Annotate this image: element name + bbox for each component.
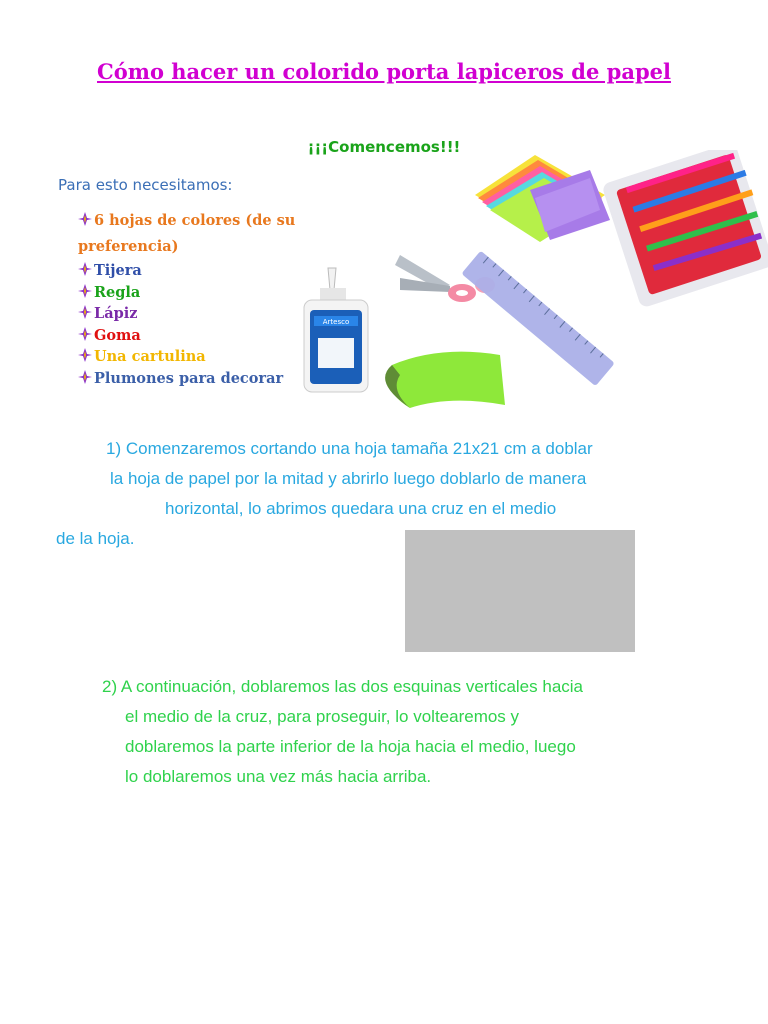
materials-intro: Para esto necesitamos:: [58, 176, 233, 194]
material-item: Lápiz: [78, 303, 338, 325]
bullet-arrow-icon: [78, 347, 94, 361]
colored-paper-icon: [475, 155, 610, 242]
bullet-arrow-icon: [78, 304, 94, 318]
materials-image: [300, 150, 768, 420]
step-2-line: doblaremos la parte inferior de la hoja hacia el medio, luego: [125, 737, 576, 756]
svg-text:Artesco: Artesco: [322, 318, 350, 326]
bullet-arrow-icon: [78, 261, 94, 275]
page-title: Cómo hacer un colorido porta lapiceros de papel: [97, 59, 671, 84]
material-item: Plumones para decorar: [78, 368, 338, 390]
material-item: 6 hojas de colores (de su preferencia): [78, 208, 338, 260]
material-item: Goma: [78, 325, 338, 347]
markers-pack-icon: [601, 150, 768, 308]
fold-illustration-placeholder: [405, 530, 635, 652]
bullet-arrow-icon: [78, 283, 94, 297]
step-1-text: [0, 434, 768, 554]
step-2-line: 2) A continuación, doblaremos las dos esquinas verticales hacia: [102, 677, 584, 696]
step-1-line: 1) Comenzaremos cortando una hoja tamaña 21x21 cm a doblar: [106, 439, 593, 458]
material-item: Una cartulina: [78, 346, 338, 368]
start-heading: ¡¡¡Comencemos!!!: [307, 138, 461, 156]
materials-list: [78, 208, 338, 389]
bullet-arrow-icon: [78, 326, 94, 340]
bullet-arrow-icon: [78, 369, 94, 383]
step-1-line: de la hoja.: [56, 529, 135, 548]
cardboard-icon: [385, 352, 505, 408]
step-2-line: el medio de la cruz, para proseguir, lo voltearemos y: [125, 707, 520, 726]
step-1-line: la hoja de papel por la mitad y abrirlo luego doblarlo de manera: [110, 469, 587, 488]
step-2-line: lo doblaremos una vez más hacia arriba.: [125, 767, 432, 786]
glue-bottle-icon: [304, 268, 368, 392]
step-2-text: [0, 672, 768, 792]
bullet-arrow-icon: [78, 209, 94, 223]
material-item: Regla: [78, 282, 338, 304]
material-item: Tijera: [78, 260, 338, 282]
step-1-line: horizontal, lo abrimos quedara una cruz en el medio: [165, 499, 557, 518]
